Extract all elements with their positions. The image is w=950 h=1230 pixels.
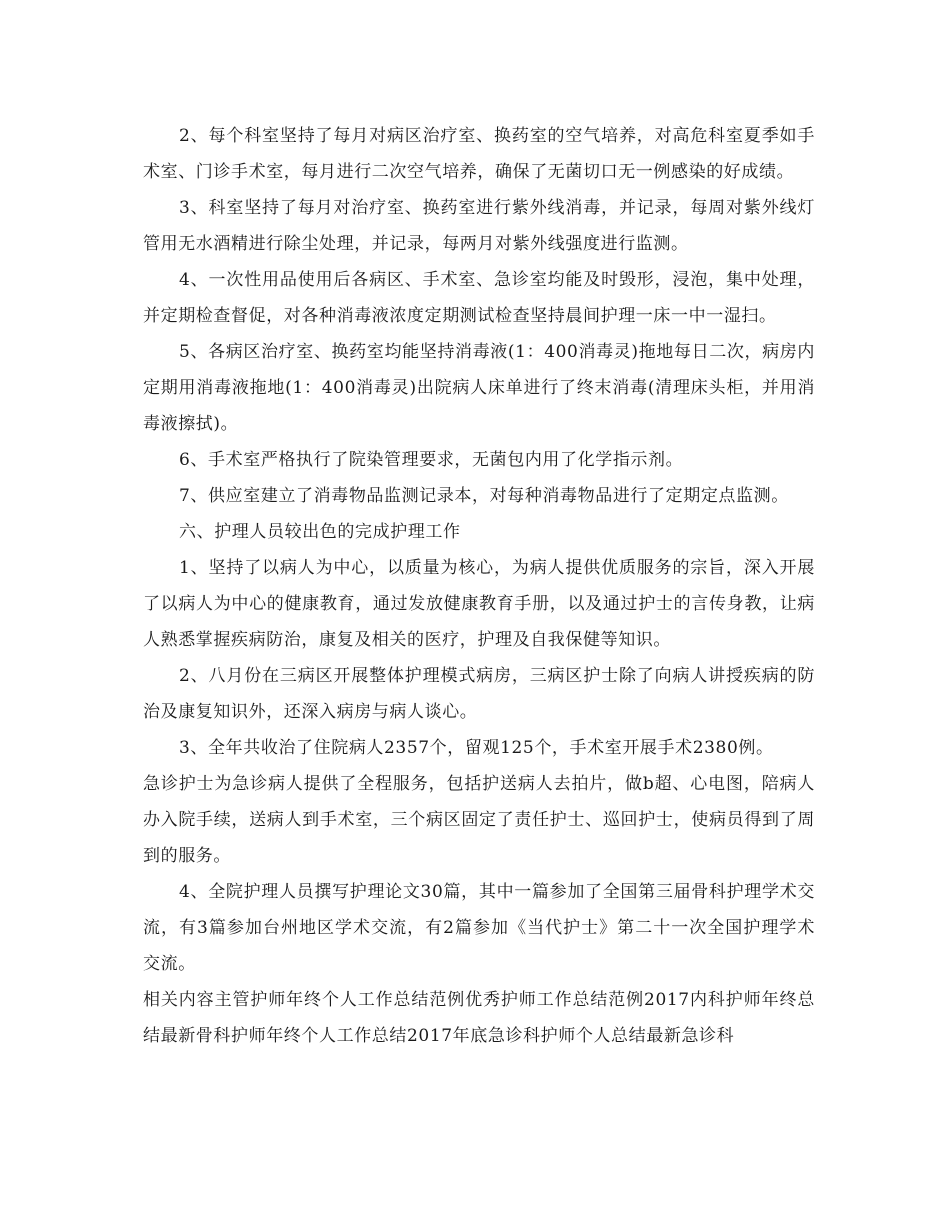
paragraph-operating-room: 6、手术室严格执行了院染管理要求，无菌包内用了化学指示剂。 bbox=[179, 450, 684, 470]
related-content-links: 相关内容主管护师年终个人工作总结范例优秀护师工作总结范例2017内科护师年终总结最新骨科护师年终个人工作总结2017年底急诊科护师个人总结最新急诊科 bbox=[143, 990, 815, 1046]
paragraph-supply-room: 7、供应室建立了消毒物品监测记录本，对每种消毒物品进行了定期定点监测。 bbox=[179, 486, 789, 506]
paragraph-holistic-care: 2、八月份在三病区开展整体护理模式病房，三病区护士除了向病人讲授疾病的防治及康复知识外，还深入病房与病人谈心。 bbox=[143, 666, 815, 722]
paragraph-floor-disinfection: 5、各病区治疗室、换药室均能坚持消毒液(1：400消毒灵)拖地每日二次，病房内定期用消毒液拖地(1：400消毒灵)出院病人床单进行了终末消毒(清理床头柜，并用消毒液擦拭)。 bbox=[143, 342, 815, 434]
document-body bbox=[143, 118, 815, 1054]
paragraph-air-culture: 2、每个科室坚持了每月对病区治疗室、换药室的空气培养，对高危科室夏季如手术室、门诊手术室，每月进行二次空气培养，确保了无菌切口无一例感染的好成绩。 bbox=[143, 126, 815, 182]
section-heading-nursing-work: 六、护理人员较出色的完成护理工作 bbox=[179, 522, 461, 542]
paragraph-disposable-items: 4、一次性用品使用后各病区、手术室、急诊室均能及时毁形，浸泡，集中处理，并定期检查督促，对各种消毒液浓度定期测试检查坚持晨间护理一床一中一湿扫。 bbox=[143, 270, 815, 326]
paragraph-nursing-papers: 4、全院护理人员撰写护理论文30篇，其中一篇参加了全国第三届骨科护理学术交流，有3篇参加台州地区学术交流，有2篇参加《当代护士》第二十一次全国护理学术交流。 bbox=[143, 882, 815, 974]
paragraph-annual-statistics: 3、全年共收治了住院病人2357个，留观125个，手术室开展手术2380例。 bbox=[179, 738, 774, 758]
paragraph-patient-centered: 1、坚持了以病人为中心，以质量为核心，为病人提供优质服务的宗旨，深入开展了以病人为中心的健康教育，通过发放健康教育手册，以及通过护士的言传身教，让病人熟悉掌握疾病防治，康复及相关的医疗，护理及自我保健等知识。 bbox=[143, 558, 815, 650]
paragraph-uv-disinfection: 3、科室坚持了每月对治疗室、换药室进行紫外线消毒，并记录，每周对紫外线灯管用无水酒精进行除尘处理，并记录，每两月对紫外线强度进行监测。 bbox=[143, 198, 815, 254]
paragraph-emergency-service: 急诊护士为急诊病人提供了全程服务，包括护送病人去拍片，做b超、心电图，陪病人办入院手续，送病人到手术室，三个病区固定了责任护士、巡回护士，使病员得到了周到的服务。 bbox=[143, 774, 815, 866]
